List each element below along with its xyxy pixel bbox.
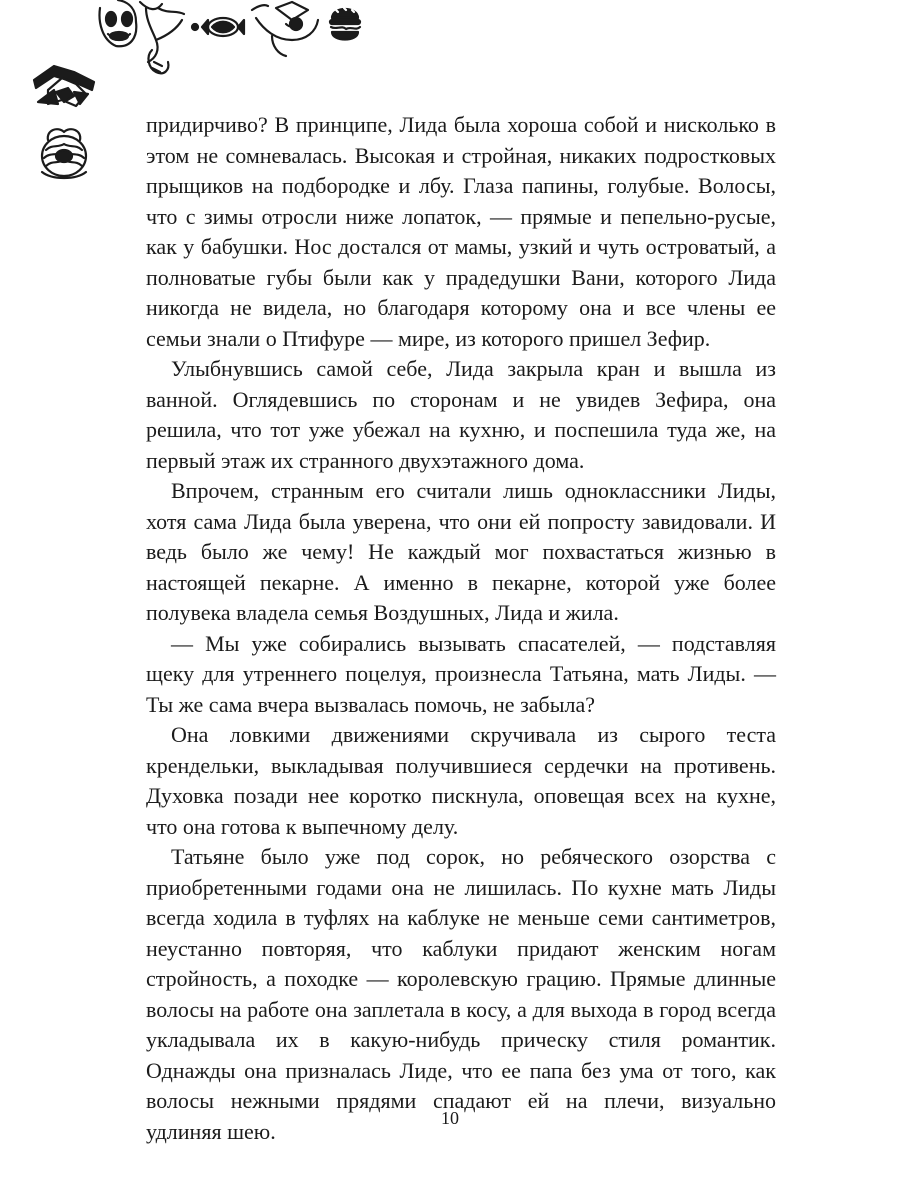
pastry-ornament-top — [96, 0, 386, 95]
body-text — [146, 110, 776, 1147]
cookie-face-icon — [100, 0, 137, 46]
pastry-ornament-side — [28, 60, 106, 185]
page-number: 10 — [441, 1108, 459, 1128]
donut-icon — [42, 129, 86, 178]
pie-slice-icon — [252, 2, 318, 56]
paragraph-4: — Мы уже собирались вызывать спасателей, — подставляя щеку для утреннего поцелуя, произнесла Татьяна, мать Лиды. — Ты же сама вчера вызвалась помочь, не забыла? — [146, 630, 776, 717]
paragraph-1: придирчиво? В принципе, Лида была хороша собой и нисколько в этом не сомневалась. Высокая и стройная, никаких подростковых прыщиков на подбородке и лбу. Глаза папины, голубые. Волосы, что с зимы отросли ниже лопаток, — прямые и пепельно-русые, как у бабушки. Нос достался от мамы, узкий и чуть островатый, а полноватые губы были как у прадедушки Вани, которого Лида никогда не видела, но благодаря которому она и все члены ее семьи знали о Птифуре — мире, из которого пришел Зефир. — [146, 112, 776, 351]
croissant-icon — [140, 2, 184, 73]
paragraph-6: Татьяне было уже под сорок, но ребяческого озорства с приобретенными годами она не лишилась. По кухне мать Лиды всегда ходила в туфлях на каблуке не меньше семи сантиметров, неустанно повторяя, что каблуки придают женским ногам стройность, а походке — королевскую грацию. Прямые длинные волосы на работе она заплетала в косу, а для выхода в город всегда укладывала их в какую-нибудь прическу стиля романтик. Однажды она призналась Лиде, что ее папа без ума от того, как волосы нежными прядями спадают ей на плечи, визуально удлиняя шею. — [146, 844, 776, 1144]
paragraph-3: Впрочем, странным его считали лишь одноклассники Лиды, хотя сама Лида была уверена, что они ей попросту завидовали. И ведь было же чему! Не каждый мог похвастаться жизнью в настоящей пекарне. А именно в пекарне, которой уже более полувека владела семья Воздушных, Лида и жила. — [146, 478, 776, 625]
paragraph-5: Она ловкими движениями скручивала из сырого теста крендельки, выкладывая получившиеся сердечки на противень. Духовка позади нее коротко пискнула, оповещая всех на кухне, что она готова к выпечному делу. — [146, 722, 776, 839]
macaron-icon — [330, 8, 360, 40]
eclair-chevron-icon — [34, 66, 94, 106]
candy-icon — [202, 18, 244, 36]
paragraph-2: Улыбнувшись самой себе, Лида закрыла кран и вышла из ванной. Оглядевшись по сторонам и не увидев Зефира, она решила, что тот уже убежал на кухню, и поспешила туда же, на первый этаж их странного двухэтажного дома. — [146, 356, 776, 473]
